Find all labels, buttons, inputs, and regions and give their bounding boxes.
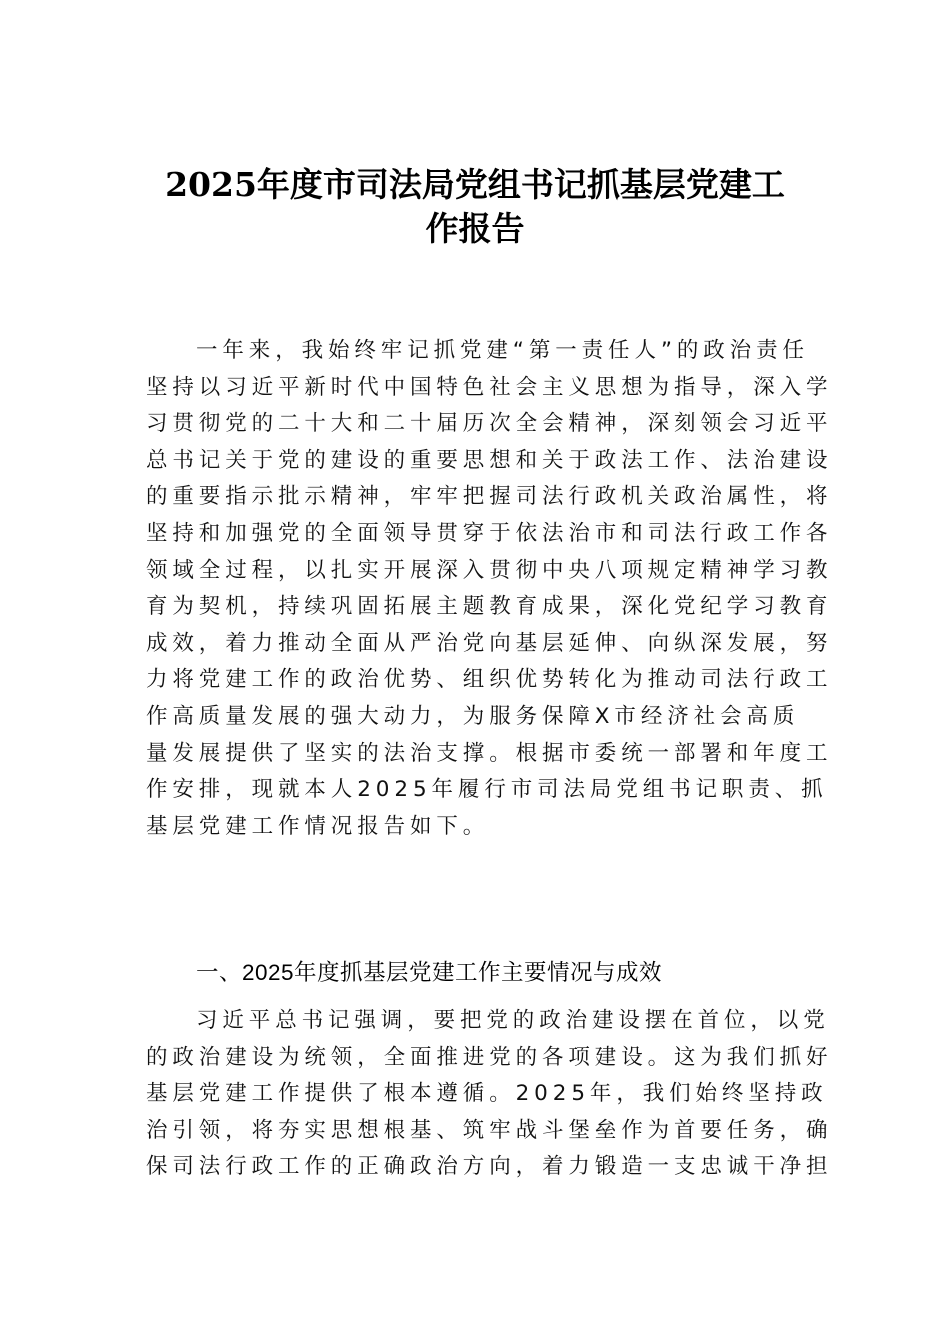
text-line: 作高质量发展的强大动力，为服务保障X市经济社会高质 — [146, 703, 800, 729]
text-line: 基层党建工作情况报告如下。 — [146, 813, 490, 839]
document-title-line-2: 作报告 — [425, 209, 525, 248]
text-line: 量发展提供了坚实的法治支撑。根据市委统一部署和年度工 — [146, 740, 833, 766]
text-line: 成效，着力推动全面从严治党向基层延伸、向纵深发展，努 — [146, 630, 833, 656]
text-line: 育为契机，持续巩固拓展主题教育成果，深化党纪学习教育 — [146, 594, 833, 620]
text-line: 领域全过程，以扎实开展深入贯彻中央八项规定精神学习教 — [146, 557, 833, 583]
text-line: 治引领，将夯实思想根基、筑牢战斗堡垒作为首要任务，确 — [146, 1117, 833, 1143]
text-line: 力将党建工作的政治优势、组织优势转化为推动司法行政工 — [146, 667, 833, 693]
text-line: 坚持和加强党的全面领导贯穿于依法治市和司法行政工作各 — [146, 520, 833, 546]
text-line: 的政治建设为统领，全面推进党的各项建设。这为我们抓好 — [146, 1044, 833, 1070]
text-line: 的重要指示批示精神，牢牢把握司法行政机关政治属性，将 — [146, 484, 833, 510]
section-heading: 一、2025年度抓基层党建工作主要情况与成效 — [196, 960, 663, 985]
text-line: 保司法行政工作的正确政治方向，着力锻造一支忠诚干净担 — [146, 1154, 833, 1180]
text-line: 一年来，我始终牢记抓党建“第一责任人”的政治责任 — [196, 338, 809, 363]
document-title-line-1: 2025年度市司法局党组书记抓基层党建工 — [165, 165, 785, 204]
text-line: 习贯彻党的二十大和二十届历次全会精神，深刻领会习近平 — [146, 411, 833, 437]
intro-paragraph — [146, 333, 833, 845]
text-line: 习近平总书记强调，要把党的政治建设摆在首位，以党 — [196, 1008, 830, 1033]
text-line: 基层党建工作提供了根本遵循。2025年，我们始终坚持政 — [146, 1081, 828, 1107]
text-line: 作安排，现就本人2025年履行市司法局党组书记职责、抓 — [146, 777, 828, 803]
text-line: 坚持以习近平新时代中国特色社会主义思想为指导，深入学 — [146, 374, 833, 400]
section-paragraph — [146, 1003, 833, 1186]
text-line: 总书记关于党的建设的重要思想和关于政法工作、法治建设 — [146, 447, 833, 473]
